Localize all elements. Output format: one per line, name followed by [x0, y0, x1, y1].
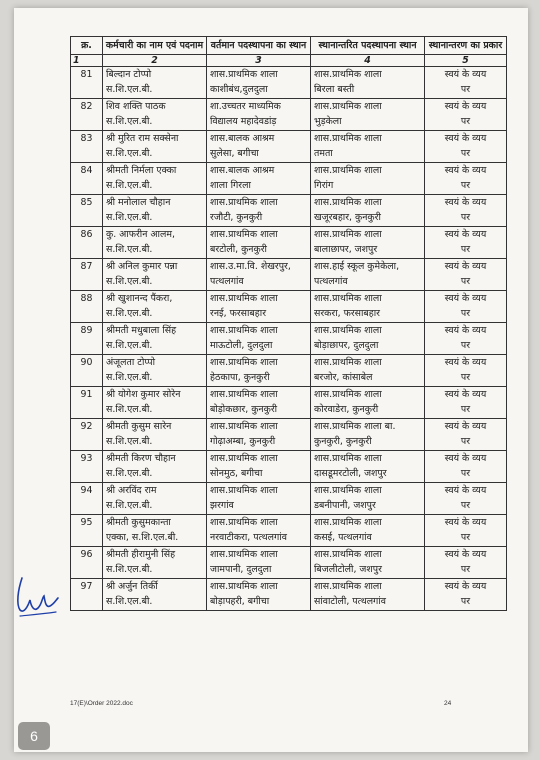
transferred-posting-line: भुड़केला — [314, 115, 342, 127]
transferred-posting-cell — [311, 515, 425, 547]
transfer-type-cell — [425, 99, 507, 131]
transferred-posting-cell — [311, 67, 425, 99]
current-posting-line: शास.प्राथमिक शाला — [210, 485, 278, 496]
current-posting-line: शा.उच्चतर माध्यमिक — [210, 101, 281, 112]
transferred-posting-cell — [311, 131, 425, 163]
transfer-type-line: स्वयं के व्यय — [444, 261, 487, 272]
current-posting-line: बोड़ापहरी, बगीचा — [210, 595, 270, 607]
transferred-posting-cell — [311, 163, 425, 195]
employee-name-cell — [103, 547, 207, 579]
transferred-posting-line: खजूरबहार, कुनकुरी — [314, 211, 381, 223]
transferred-posting-cell — [311, 323, 425, 355]
transfer-type-line: पर — [460, 179, 471, 191]
transferred-posting-line: शास.हाई स्कूल कुमेकेला, — [314, 261, 400, 272]
transfer-type-cell — [425, 131, 507, 163]
serial-number-cell: 97 — [71, 579, 103, 611]
table-row — [71, 483, 507, 515]
transfer-type-line: पर — [460, 595, 471, 607]
transfer-type-line: स्वयं के व्यय — [444, 453, 487, 464]
table-row — [71, 67, 507, 99]
page-indicator-badge[interactable]: 6 — [18, 722, 50, 750]
transfer-type-line: पर — [460, 275, 471, 287]
employee-name-line: स.शि.एल.बी. — [106, 467, 153, 479]
current-posting-cell — [207, 547, 311, 579]
transfer-type-cell — [425, 163, 507, 195]
transfer-type-line: स्वयं के व्यय — [444, 517, 487, 528]
table-body — [71, 67, 507, 611]
current-posting-line: पत्थलगांव — [210, 275, 244, 287]
transfer-type-cell — [425, 483, 507, 515]
table-header-row — [71, 37, 507, 55]
header-employee-name: कर्मचारी का नाम एवं पदनाम — [103, 37, 207, 55]
employee-name-line: शिव शक्ति पाठक — [106, 101, 166, 112]
transfer-type-line: पर — [460, 307, 471, 319]
footer-file-name: 17(E)\Order 2022.doc — [70, 700, 133, 707]
transferred-posting-line: शास.प्राथमिक शाला — [314, 165, 382, 176]
transfer-type-line: स्वयं के व्यय — [444, 325, 487, 336]
employee-name-line: स.शि.एल.बी. — [106, 371, 153, 383]
current-posting-cell — [207, 163, 311, 195]
employee-name-cell — [103, 131, 207, 163]
transferred-posting-cell — [311, 483, 425, 515]
transferred-posting-cell — [311, 387, 425, 419]
transferred-posting-cell — [311, 195, 425, 227]
employee-name-line: स.शि.एल.बी. — [106, 563, 153, 575]
current-posting-cell — [207, 227, 311, 259]
table-row — [71, 99, 507, 131]
handwritten-signature — [12, 560, 60, 620]
current-posting-line: शास.प्राथमिक शाला — [210, 517, 278, 528]
current-posting-line: शास.प्राथमिक शाला — [210, 325, 278, 336]
transferred-posting-line: शास.प्राथमिक शाला — [314, 357, 382, 368]
transferred-posting-line: गिरांग — [314, 179, 334, 191]
employee-name-line: श्रीमती कुसुमकान्ता — [106, 517, 171, 528]
transferred-posting-cell — [311, 547, 425, 579]
serial-number-cell: 93 — [71, 451, 103, 483]
current-posting-cell — [207, 259, 311, 291]
employee-name-line: स.शि.एल.बी. — [106, 147, 153, 159]
transferred-posting-line: कोरवाडेरा, कुनकुरी — [314, 403, 379, 415]
current-posting-cell — [207, 515, 311, 547]
employee-name-line: स.शि.एल.बी. — [106, 403, 153, 415]
employee-name-line: बिल्दान टोप्पो — [106, 69, 152, 80]
employee-name-line: श्री अरविंद राम — [106, 485, 157, 496]
employee-name-line: श्रीमती हीरामुनी सिंह — [106, 549, 176, 560]
employee-name-line: स.शि.एल.बी. — [106, 307, 153, 319]
table-row — [71, 355, 507, 387]
employee-name-line: स.शि.एल.बी. — [106, 115, 153, 127]
transfer-type-line: पर — [460, 243, 471, 255]
serial-number-cell: 91 — [71, 387, 103, 419]
employee-name-line: श्री अर्जुन तिर्की — [106, 581, 158, 592]
transferred-posting-line: बालाछापर, जशपुर — [314, 243, 378, 255]
employee-name-line: स.शि.एल.बी. — [106, 179, 153, 191]
current-posting-cell — [207, 483, 311, 515]
footer-page-number: 24 — [444, 700, 452, 707]
transfer-type-cell — [425, 227, 507, 259]
transfer-type-line: पर — [460, 403, 471, 415]
transferred-posting-line: शास.प्राथमिक शाला — [314, 293, 382, 304]
transfer-type-line: स्वयं के व्यय — [444, 389, 487, 400]
table-row — [71, 419, 507, 451]
column-number: 2 — [103, 55, 207, 67]
table-row — [71, 387, 507, 419]
column-number: 5 — [425, 55, 507, 67]
employee-name-cell — [103, 195, 207, 227]
employee-name-line: श्री अनिल कुमार पन्ना — [106, 261, 178, 272]
transferred-posting-cell — [311, 227, 425, 259]
transfer-type-line: स्वयं के व्यय — [444, 357, 487, 368]
employee-name-line: श्रीमती किरण चौहान — [106, 453, 176, 464]
transfer-type-line: स्वयं के व्यय — [444, 101, 487, 112]
transfer-type-line: स्वयं के व्यय — [444, 421, 487, 432]
employee-name-cell — [103, 515, 207, 547]
transferred-posting-cell — [311, 419, 425, 451]
current-posting-line: शास.बालक आश्रम — [210, 133, 275, 144]
current-posting-line: सोनमुठ, बगीचा — [210, 467, 263, 479]
transfer-type-cell — [425, 387, 507, 419]
transferred-posting-line: सांवाटोली, पत्थलगांव — [314, 595, 386, 607]
employee-name-line: स.शि.एल.बी. — [106, 499, 153, 511]
serial-number-cell: 84 — [71, 163, 103, 195]
transfer-type-line: पर — [460, 467, 471, 479]
transferred-posting-line: शास.प्राथमिक शाला — [314, 389, 382, 400]
current-posting-cell — [207, 355, 311, 387]
employee-name-line: श्रीमती मधुबाला सिंह — [106, 325, 177, 336]
current-posting-line: शास.प्राथमिक शाला — [210, 293, 278, 304]
transferred-posting-line: कसई, पत्थलगांव — [314, 531, 372, 543]
employee-name-cell — [103, 579, 207, 611]
transferred-posting-line: पत्थलगांव — [314, 275, 348, 287]
current-posting-cell — [207, 323, 311, 355]
transfer-type-cell — [425, 515, 507, 547]
current-posting-line: शास.प्राथमिक शाला — [210, 69, 278, 80]
current-posting-line: माऊटोली, दुलदुला — [210, 339, 273, 351]
current-posting-cell — [207, 99, 311, 131]
transferred-posting-line: शास.प्राथमिक शाला — [314, 197, 382, 208]
employee-name-cell — [103, 323, 207, 355]
employee-name-line: श्री मुरित राम सक्सेना — [106, 133, 179, 144]
current-posting-line: शास.प्राथमिक शाला — [210, 197, 278, 208]
transfer-type-cell — [425, 291, 507, 323]
transferred-posting-line: शास.प्राथमिक शाला — [314, 485, 382, 496]
current-posting-line: झरगांव — [210, 499, 234, 511]
transferred-posting-line: बोड़ाछापर, दुलदुला — [314, 339, 379, 351]
current-posting-line: शास.प्राथमिक शाला — [210, 357, 278, 368]
current-posting-line: शास.प्राथमिक शाला — [210, 389, 278, 400]
employee-name-line: श्री योगेश कुमार सोरेन — [106, 389, 181, 400]
employee-name-cell — [103, 291, 207, 323]
header-serial: क्र. — [71, 37, 103, 55]
table-row — [71, 131, 507, 163]
employee-name-line: कु. आफरीन आलम, — [106, 229, 175, 240]
current-posting-cell — [207, 67, 311, 99]
transfer-type-line: पर — [460, 499, 471, 511]
transferred-posting-line: शास.प्राथमिक शाला बा. — [314, 421, 396, 432]
transferred-posting-line: तमता — [314, 147, 333, 159]
transferred-posting-line: शास.प्राथमिक शाला — [314, 453, 382, 464]
transferred-posting-line: सरकरा, फरसाबहार — [314, 307, 381, 319]
table-row — [71, 291, 507, 323]
transfer-type-cell — [425, 259, 507, 291]
transfer-type-line: पर — [460, 83, 471, 95]
employee-name-cell — [103, 355, 207, 387]
table-row — [71, 227, 507, 259]
employee-name-line: श्री खुशानन्द पैंकरा, — [106, 293, 173, 304]
transfer-type-line: स्वयं के व्यय — [444, 133, 487, 144]
transfer-type-line: पर — [460, 435, 471, 447]
transfer-type-line: पर — [460, 339, 471, 351]
transfer-type-line: पर — [460, 211, 471, 223]
transfer-type-cell — [425, 547, 507, 579]
transfer-type-line: पर — [460, 115, 471, 127]
transfer-type-cell — [425, 451, 507, 483]
transfer-type-line: स्वयं के व्यय — [444, 581, 487, 592]
column-number: 3 — [207, 55, 311, 67]
transfer-type-line: स्वयं के व्यय — [444, 69, 487, 80]
employee-name-cell — [103, 227, 207, 259]
employee-name-cell — [103, 99, 207, 131]
column-number: 4 — [311, 55, 425, 67]
header-transferred-posting: स्थानान्तरित पदस्थापना स्थान — [311, 37, 425, 55]
transferred-posting-line: शास.प्राथमिक शाला — [314, 101, 382, 112]
transferred-posting-cell — [311, 291, 425, 323]
transfer-type-line: स्वयं के व्यय — [444, 549, 487, 560]
employee-name-cell — [103, 387, 207, 419]
transfer-type-cell — [425, 195, 507, 227]
serial-number-cell: 86 — [71, 227, 103, 259]
transfer-type-line: पर — [460, 147, 471, 159]
current-posting-line: बोड़ोकछार, कुनकुरी — [210, 403, 278, 415]
table-row — [71, 515, 507, 547]
current-posting-cell — [207, 451, 311, 483]
transferred-posting-line: दासडूमरटोली, जशपुर — [314, 467, 387, 479]
transfer-type-cell — [425, 323, 507, 355]
employee-name-cell — [103, 419, 207, 451]
transfer-type-line: स्वयं के व्यय — [444, 197, 487, 208]
employee-name-line: स.शि.एल.बी. — [106, 595, 153, 607]
employee-name-line: स.शि.एल.बी. — [106, 435, 153, 447]
transfer-type-line: पर — [460, 371, 471, 383]
transferred-posting-line: कुनकुरी, कुनकुरी — [314, 435, 372, 447]
employee-name-line: श्रीमती निर्मला एक्का — [106, 165, 177, 176]
transfer-type-line: स्वयं के व्यय — [444, 485, 487, 496]
current-posting-line: विद्यालय महादेवडांड़ — [210, 115, 277, 127]
employee-name-line: स.शि.एल.बी. — [106, 339, 153, 351]
column-number-row — [71, 55, 507, 67]
table-row — [71, 323, 507, 355]
employee-name-line: स.शि.एल.बी. — [106, 83, 153, 95]
document-page — [14, 8, 528, 752]
transferred-posting-cell — [311, 451, 425, 483]
transfer-type-cell — [425, 419, 507, 451]
current-posting-line: शास.उ.मा.वि. शेखरपुर, — [210, 261, 291, 272]
current-posting-line: शास.प्राथमिक शाला — [210, 581, 278, 592]
employee-name-cell — [103, 483, 207, 515]
serial-number-cell: 89 — [71, 323, 103, 355]
employee-name-cell — [103, 67, 207, 99]
serial-number-cell: 83 — [71, 131, 103, 163]
current-posting-line: सुलेसा, बगीचा — [210, 147, 259, 159]
transferred-posting-line: बरजोर, कांसाबेल — [314, 371, 373, 383]
serial-number-cell: 94 — [71, 483, 103, 515]
current-posting-line: शास.प्राथमिक शाला — [210, 453, 278, 464]
transfer-type-cell — [425, 579, 507, 611]
current-posting-cell — [207, 291, 311, 323]
employee-name-line: स.शि.एल.बी. — [106, 211, 153, 223]
transferred-posting-cell — [311, 579, 425, 611]
current-posting-line: काशीबंध,दुलदुला — [210, 83, 268, 95]
employee-name-line: स.शि.एल.बी. — [106, 275, 153, 287]
column-number: 1 — [71, 55, 103, 67]
transfer-type-line: पर — [460, 563, 471, 575]
table-row — [71, 195, 507, 227]
serial-number-cell: 85 — [71, 195, 103, 227]
current-posting-line: गोढ़ाअम्बा, कुनकुरी — [210, 435, 276, 447]
employee-name-cell — [103, 451, 207, 483]
transfer-type-line: स्वयं के व्यय — [444, 293, 487, 304]
transferred-posting-line: शास.प्राथमिक शाला — [314, 69, 382, 80]
transferred-posting-line: डबनीपानी, जशपुर — [314, 499, 376, 511]
transferred-posting-line: बिरला बस्ती — [314, 83, 355, 95]
current-posting-cell — [207, 131, 311, 163]
current-posting-line: शास.प्राथमिक शाला — [210, 549, 278, 560]
current-posting-line: बरटोली, कुनकुरी — [210, 243, 267, 255]
employee-name-line: श्री मनोलाल चौहान — [106, 197, 171, 208]
current-posting-line: शाला गिरला — [210, 179, 251, 191]
current-posting-line: शास.प्राथमिक शाला — [210, 229, 278, 240]
current-posting-line: नरवाटीकरा, पत्थलगांव — [210, 531, 287, 543]
serial-number-cell: 96 — [71, 547, 103, 579]
table-row — [71, 579, 507, 611]
transferred-posting-cell — [311, 355, 425, 387]
transfer-type-line: स्वयं के व्यय — [444, 229, 487, 240]
header-transfer-type: स्थानान्तरण का प्रकार — [425, 37, 507, 55]
current-posting-line: जामपानी, दुलदुला — [210, 563, 272, 575]
serial-number-cell: 92 — [71, 419, 103, 451]
current-posting-cell — [207, 195, 311, 227]
current-posting-cell — [207, 579, 311, 611]
current-posting-cell — [207, 387, 311, 419]
employee-name-line: स.शि.एल.बी. — [106, 243, 153, 255]
transferred-posting-line: शास.प्राथमिक शाला — [314, 549, 382, 560]
transfer-table — [70, 36, 507, 611]
employee-name-cell — [103, 259, 207, 291]
serial-number-cell: 95 — [71, 515, 103, 547]
table-row — [71, 547, 507, 579]
transferred-posting-line: शास.प्राथमिक शाला — [314, 229, 382, 240]
employee-name-line: एक्का, स.शि.एल.बी. — [106, 531, 179, 543]
table-row — [71, 163, 507, 195]
current-posting-line: शास.प्राथमिक शाला — [210, 421, 278, 432]
current-posting-line: रनई, फरसाबहार — [210, 307, 267, 319]
current-posting-line: रजौटी, कुनकुरी — [210, 211, 263, 223]
transfer-type-line: स्वयं के व्यय — [444, 165, 487, 176]
serial-number-cell: 87 — [71, 259, 103, 291]
transfer-type-line: पर — [460, 531, 471, 543]
employee-name-line: अंजूलता टोप्पो — [106, 357, 156, 368]
current-posting-line: हेठकापा, कुनकुरी — [210, 371, 270, 383]
employee-name-cell — [103, 163, 207, 195]
transferred-posting-line: शास.प्राथमिक शाला — [314, 581, 382, 592]
serial-number-cell: 88 — [71, 291, 103, 323]
transferred-posting-line: शास.प्राथमिक शाला — [314, 517, 382, 528]
header-current-posting: वर्तमान पदस्थापना का स्थान — [207, 37, 311, 55]
transferred-posting-line: शास.प्राथमिक शाला — [314, 325, 382, 336]
current-posting-line: शास.बालक आश्रम — [210, 165, 275, 176]
current-posting-cell — [207, 419, 311, 451]
employee-name-line: श्रीमती कुसुम सारेन — [106, 421, 172, 432]
serial-number-cell: 90 — [71, 355, 103, 387]
serial-number-cell: 82 — [71, 99, 103, 131]
transferred-posting-line: शास.प्राथमिक शाला — [314, 133, 382, 144]
transferred-posting-cell — [311, 259, 425, 291]
transferred-posting-line: बिजलीटोली, जशपुर — [314, 563, 382, 575]
table-row — [71, 259, 507, 291]
serial-number-cell: 81 — [71, 67, 103, 99]
transferred-posting-cell — [311, 99, 425, 131]
transfer-type-cell — [425, 355, 507, 387]
transfer-type-cell — [425, 67, 507, 99]
table-row — [71, 451, 507, 483]
